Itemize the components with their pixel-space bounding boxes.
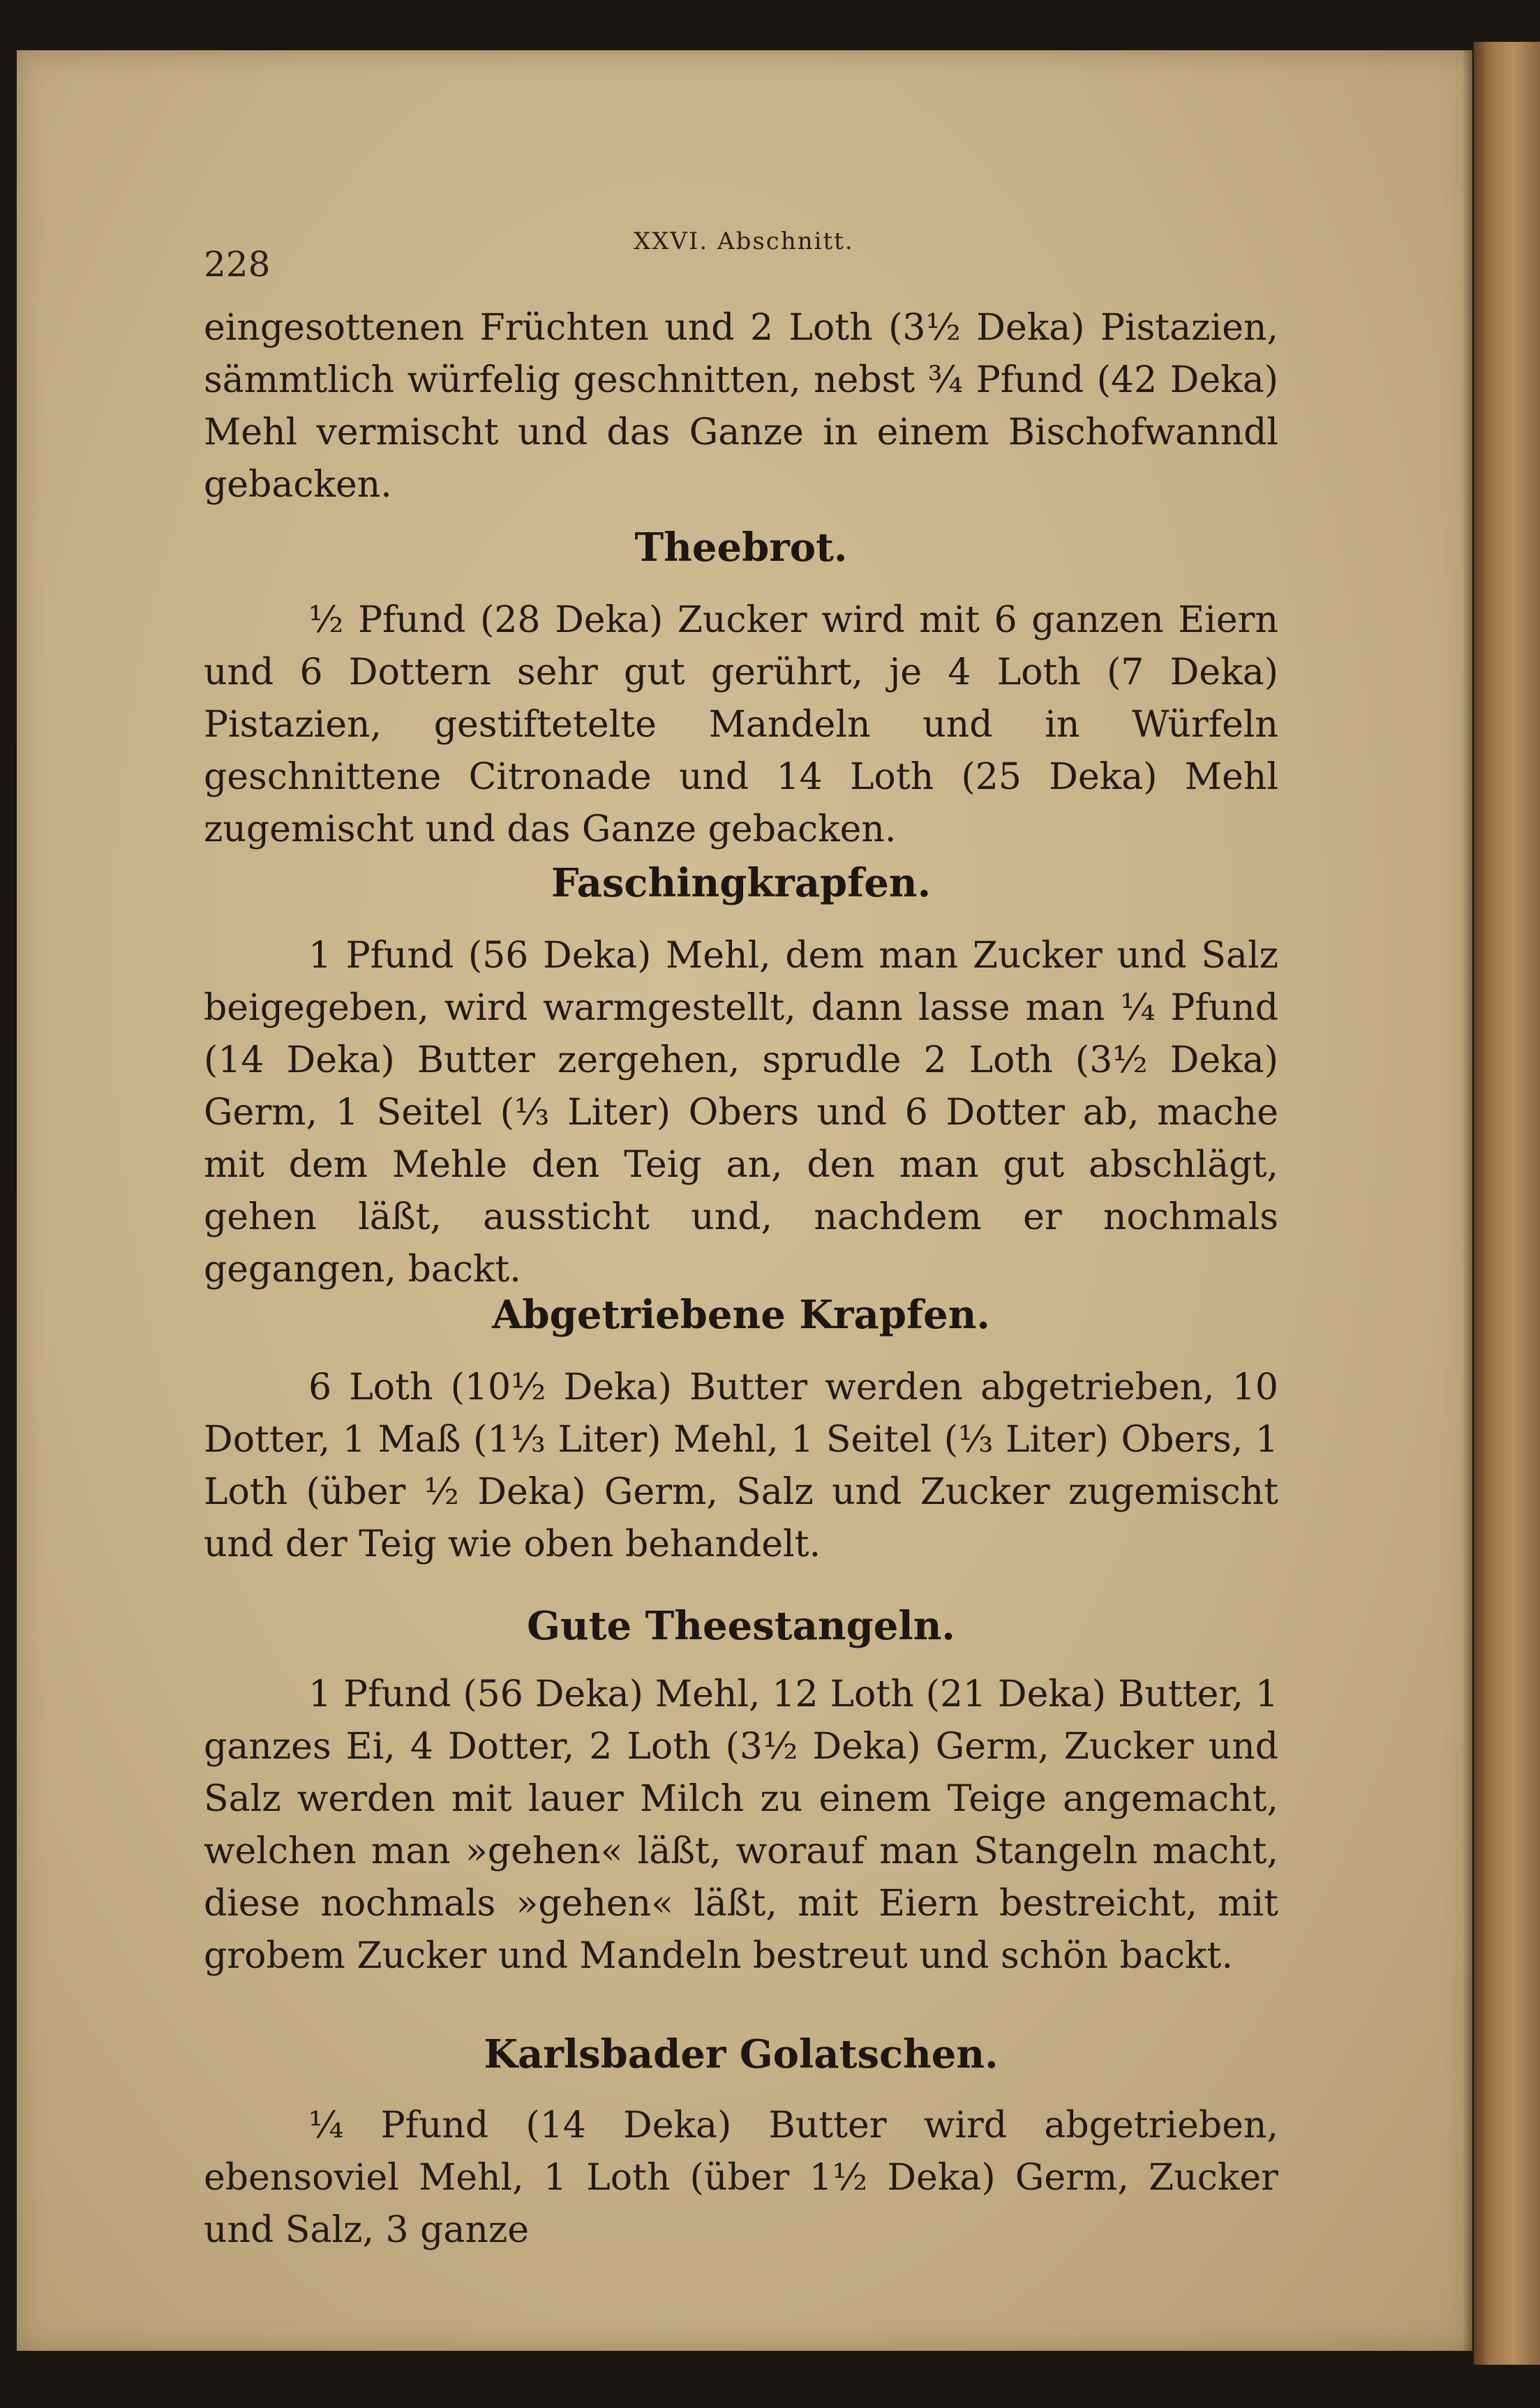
karlsbader-golatschen-text: ¼ Pfund (14 Deka) Butter wird abgetrieben, ebensoviel Mehl, 1 Loth (über 1½ Deka) Germ, Zucker und Salz, 3 ganze: [204, 2105, 1278, 2251]
page-number: 228: [204, 244, 271, 285]
heading-faschingkrapfen: Faschingkrapfen.: [551, 860, 932, 906]
theebrot-text: ½ Pfund (28 Deka) Zucker wird mit 6 ganzen Eiern und 6 Dottern sehr gut gerührt, je 4 Loth (7 Deka) Pistazien, gestiftetelte Mandeln und in Würfeln geschnittene Citronade und 14 Loth (25 Deka) Mehl zugemischt und das Ganze gebacken.: [204, 599, 1278, 850]
page-header: [187, 195, 1373, 285]
intro-paragraph: [204, 302, 1278, 511]
running-head: XXVI. Abschnitt.: [634, 227, 854, 255]
heading-abgetriebene-krapfen: Abgetriebene Krapfen.: [492, 1292, 990, 1338]
gute-theestangeln-text: 1 Pfund (56 Deka) Mehl, 12 Loth (21 Deka) Butter, 1 ganzes Ei, 4 Dotter, 2 Loth (3½ Deka) Germ, Zucker und Salz werden mit lauer Milch zu einem Teige angemacht, welchen man »gehen« läßt, worauf man Stangeln macht, diese nochmals »gehen« läßt, mit Eiern bestreicht, mit grobem Zucker und Mandeln bestreut und schön backt.: [204, 1673, 1278, 1977]
heading-gute-theestangeln: Gute Theestangeln.: [527, 1603, 955, 1649]
abgetriebene-krapfen-paragraph: [204, 1362, 1278, 1571]
adjacent-page-edge: [1474, 42, 1540, 2365]
intro-text: eingesottenen Früchten und 2 Loth (3½ Deka) Pistazien, sämmtlich würfelig geschnitten, nebst ¾ Pfund (42 Deka) Mehl vermischt und das Ganze in einem Bischofwanndl gebacken.: [204, 307, 1278, 506]
karlsbader-golatschen-paragraph: [204, 2100, 1278, 2257]
page-shadow: [1463, 50, 1472, 2351]
heading-karlsbader-golatschen: Karlsbader Golatschen.: [484, 2031, 999, 2077]
gute-theestangeln-paragraph: [204, 1669, 1278, 1982]
abgetriebene-krapfen-text: 6 Loth (10½ Deka) Butter werden abgetrieben, 10 Dotter, 1 Maß (1⅓ Liter) Mehl, 1 Seitel (⅓ Liter) Obers, 1 Loth (über ½ Deka) Germ, Salz und Zucker zugemischt und der Teig wie oben behandelt.: [204, 1367, 1278, 1565]
faschingkrapfen-paragraph: [204, 930, 1278, 1296]
faschingkrapfen-text: 1 Pfund (56 Deka) Mehl, dem man Zucker und Salz beigegeben, wird warmgestellt, dann lasse man ¼ Pfund (14 Deka) Butter zergehen, sprudle 2 Loth (3½ Deka) Germ, 1 Seitel (⅓ Liter) Obers und 6 Dotter ab, mache mit dem Mehle den Teig an, den man gut abschlägt, gehen läßt, aussticht und, nachdem er nochmals gegangen, backt.: [204, 935, 1278, 1290]
heading-theebrot: Theebrot.: [634, 525, 848, 571]
theebrot-paragraph: [204, 594, 1278, 856]
